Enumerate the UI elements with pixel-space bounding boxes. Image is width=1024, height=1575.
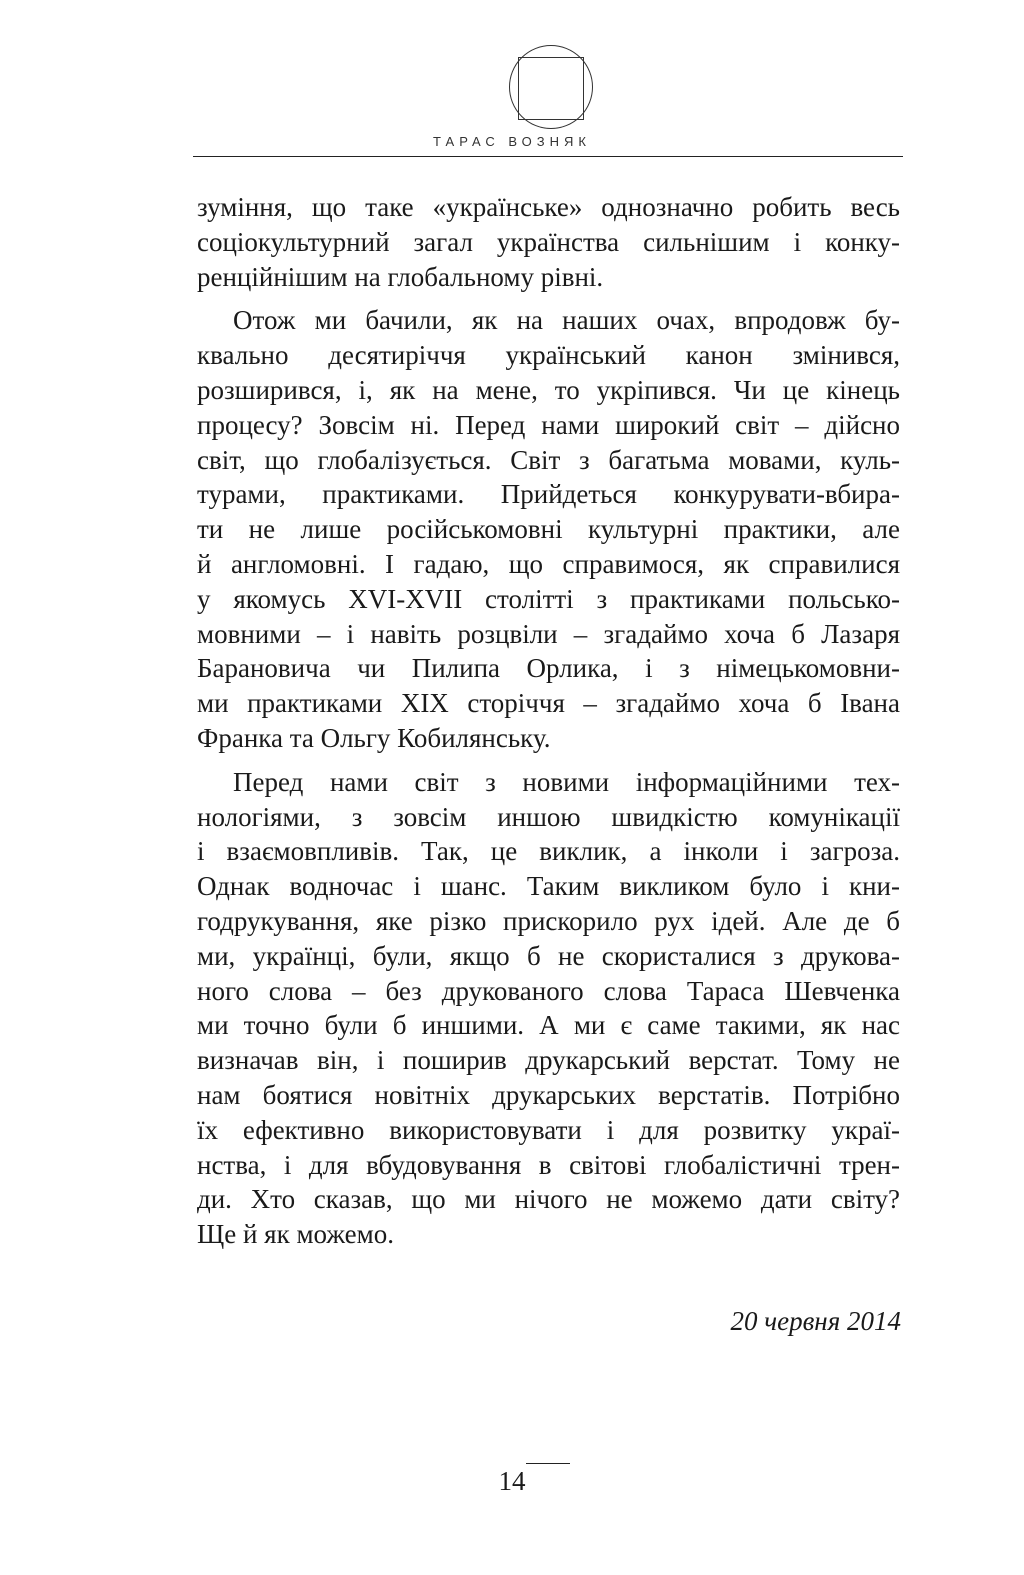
text-line: Франка та Ольгу Кобилянську. [197, 722, 551, 753]
text-line: Однак водночас і шанс. Таким викликом було і кни- [197, 871, 900, 902]
text-line: годрукування, яке різко прискорило рух ідей. Але де б [197, 905, 900, 936]
running-header-author: ТАРАС ВОЗНЯК [433, 134, 591, 149]
circle-square-logo-icon [508, 44, 594, 130]
text-line: ренційнішим на глобальному рівні. [197, 261, 604, 292]
text-line: нства, і для вбудовування в світові глобалістичні трен- [197, 1149, 900, 1180]
text-line: соціокультурний загал українства сильнішим і конку- [197, 226, 900, 257]
text-line: Перед нами світ з новими інформаційними тех- [233, 766, 900, 797]
text-line: у якомусь XVI-XVII столітті з практиками польсько- [197, 583, 900, 614]
text-line: визначав він, і поширив друкарський верстат. Тому не [197, 1045, 900, 1076]
text-line: й англомовні. І гадаю, що справимося, як справилися [197, 548, 900, 579]
text-line: і взаємовпливів. Так, це виклик, а інколи і загроза. [197, 836, 900, 867]
text-line: нологіями, з зовсім иншою швидкістю комунікації [197, 801, 900, 832]
body-text [197, 190, 900, 1252]
text-line: Ще й як можемо. [197, 1219, 394, 1250]
text-line: світ, що глобалізується. Світ з багатьма мовами, куль- [197, 444, 900, 475]
text-line: Отож ми бачили, як на наших очах, впродовж бу- [233, 305, 900, 336]
text-line: їх ефективно використовувати і для розвитку украї- [197, 1114, 900, 1145]
text-line: ми точно були б иншими. А ми є саме такими, як нас [197, 1010, 900, 1041]
text-line: розширився, і, як на мене, то укріпився. Чи це кінець [197, 374, 900, 405]
text-line: Барановича чи Пилипа Орлика, і з німецькомовни- [197, 653, 900, 684]
text-line: ми практиками XIX сторіччя – згадаймо хоча б Івана [197, 688, 900, 719]
text-line: квально десятиріччя український канон змінився, [197, 340, 900, 371]
text-line: мовними – і навіть розцвіли – згадаймо хоча б Лазаря [197, 618, 900, 649]
text-line: турами, практиками. Прийдеться конкурувати-вбира- [197, 479, 900, 510]
text-line: ного слова – без друкованого слова Тараса Шевченка [197, 975, 900, 1006]
text-line: ти не лише російськомовні культурні практики, але [197, 514, 900, 545]
date-signature: 20 червня 2014 [730, 1306, 901, 1336]
text-line: нам боятися новітніх друкарських верстатів. Потрібно [197, 1079, 900, 1110]
text-line: ди. Хто сказав, що ми нічого не можемо дати світу? [197, 1184, 900, 1215]
page-number-rule [526, 1463, 570, 1464]
text-line: ми, українці, були, якщо б не скористалися з друкова- [197, 940, 900, 971]
header-divider [193, 156, 903, 157]
text-line: процесу? Зовсім ні. Перед нами широкий світ – дійсно [197, 409, 900, 440]
page-number: 14 [498, 1466, 526, 1496]
text-line: зуміння, що таке «українське» однозначно робить весь [197, 192, 900, 222]
